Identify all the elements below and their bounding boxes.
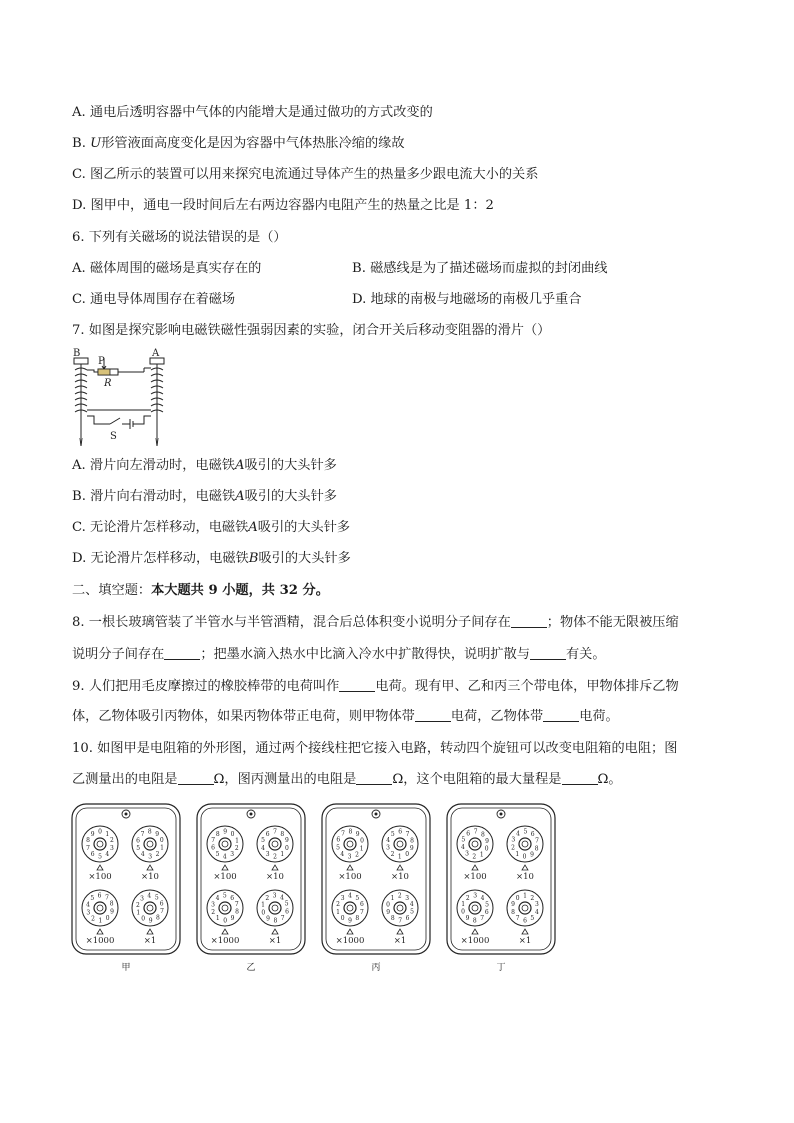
dial-digit: 3 bbox=[272, 892, 277, 900]
dial-digit: 3 bbox=[534, 901, 539, 909]
q9-line2: 体，乙物体吸引丙物体，如果丙物体带正电荷，则甲物体带 电荷，乙物体带 电荷。 bbox=[72, 709, 619, 724]
dial-digit: 3 bbox=[511, 836, 516, 844]
dial-digit: 4 bbox=[409, 900, 414, 908]
dial-digit: 5 bbox=[284, 900, 289, 908]
dial-digit: 4 bbox=[280, 894, 284, 902]
dial-digit: 0 bbox=[522, 853, 527, 861]
dial-digit: 7 bbox=[273, 828, 277, 836]
answer-blank[interactable] bbox=[543, 709, 579, 722]
dial-digit: 5 bbox=[523, 828, 528, 836]
dial-digit: 4 bbox=[140, 851, 145, 859]
dial-digit: 7 bbox=[160, 908, 165, 916]
dial-digit: 7 bbox=[535, 837, 539, 845]
dial-digit: 0 bbox=[141, 915, 146, 923]
dial-digit: 0 bbox=[284, 844, 289, 852]
dial-digit: 2 bbox=[155, 851, 160, 858]
label-a: A bbox=[152, 348, 160, 359]
dial-digit: 7 bbox=[359, 908, 364, 916]
dial-digit: 3 bbox=[211, 901, 215, 909]
dial-digit: 4 bbox=[86, 901, 90, 909]
dial-digit: 9 bbox=[284, 837, 289, 845]
dial-digit: 0 bbox=[159, 836, 164, 844]
dial-digit: 9 bbox=[348, 917, 352, 925]
dial-digit: 2 bbox=[511, 844, 515, 852]
dial-digit: 2 bbox=[336, 901, 341, 909]
dial-digit: 0 bbox=[98, 828, 102, 836]
dial-digit: 8 bbox=[155, 914, 160, 922]
dial-digit: 7 bbox=[405, 831, 410, 838]
dial-multiplier-label: ×1000 bbox=[85, 936, 115, 946]
q6-option-a: A. 磁体周围的磁场是真实存在的 bbox=[72, 261, 262, 276]
dial-multiplier-label: ×1000 bbox=[335, 936, 365, 946]
dial-digit: 1 bbox=[105, 830, 110, 838]
dial-multiplier-label: ×100 bbox=[338, 872, 362, 882]
dial-digit: 7 bbox=[480, 915, 485, 923]
dial-digit: 5 bbox=[530, 915, 535, 923]
dial-digit: 5 bbox=[154, 894, 159, 902]
answer-blank[interactable] bbox=[164, 647, 200, 660]
dial-digit: 2 bbox=[91, 915, 95, 923]
dial-digit: 3 bbox=[140, 895, 145, 903]
resistor-box-figure bbox=[70, 802, 560, 977]
dial-digit: 5 bbox=[410, 908, 414, 916]
dial-digit: 7 bbox=[105, 894, 109, 902]
dial-digit: 4 bbox=[480, 895, 485, 902]
dial-digit: 6 bbox=[466, 830, 471, 838]
dial-digit: 8 bbox=[109, 900, 114, 908]
dial-multiplier-label: ×10 bbox=[516, 872, 534, 882]
dial-digit: 5 bbox=[485, 901, 489, 909]
dial-digit: 1 bbox=[136, 909, 141, 917]
dial-digit: 1 bbox=[261, 901, 265, 909]
dial-digit: 8 bbox=[410, 837, 414, 845]
dial-digit: 1 bbox=[461, 900, 466, 908]
dial-multiplier-label: ×1000 bbox=[210, 936, 240, 946]
q7-option-b: B. 滑片向右滑动时，电磁铁A吸引的大头针多 bbox=[72, 489, 337, 504]
dial-digit: 9 bbox=[485, 837, 490, 845]
q5-option-a: A. 通电后透明容器中气体的内能增大是通过做功的方式改变的 bbox=[72, 105, 433, 120]
dial-digit: 6 bbox=[285, 908, 289, 916]
answer-blank[interactable] bbox=[562, 772, 598, 785]
dial-digit: 2 bbox=[109, 837, 114, 845]
dial-digit: 8 bbox=[215, 830, 220, 838]
dial-digit: 9 bbox=[409, 845, 414, 853]
q5-option-d: D. 图甲中，通电一段时间后左右两边容器内电阻产生的热量之比是 1：2 bbox=[72, 198, 494, 213]
label-r: R bbox=[104, 378, 112, 389]
dial-digit: 9 bbox=[230, 915, 235, 922]
dial-digit: 8 bbox=[534, 845, 539, 853]
dial-digit: 5 bbox=[136, 845, 141, 853]
q7-stem: 7. 如图是探究影响电磁铁磁性强弱因素的实验，闭合开关后移动变阻器的滑片（） bbox=[72, 323, 551, 338]
dial-digit: 2 bbox=[465, 894, 470, 902]
dial-digit: 2 bbox=[355, 851, 359, 859]
dial-digit: 9 bbox=[223, 828, 228, 836]
label-s: S bbox=[110, 431, 117, 442]
dial-digit: 8 bbox=[355, 915, 360, 923]
q7-option-d: D. 无论滑片怎样移动，电磁铁B吸引的大头针多 bbox=[72, 551, 351, 566]
dial-digit: 7 bbox=[140, 831, 145, 838]
dial-digit: 4 bbox=[348, 892, 352, 900]
dial-digit: 1 bbox=[215, 915, 220, 923]
dial-digit: 0 bbox=[386, 901, 390, 909]
answer-blank[interactable] bbox=[356, 772, 392, 785]
dial-digit: 6 bbox=[265, 830, 270, 838]
q10-line2: 乙测量出的电阻是 Ω，图丙测量出的电阻是 Ω，这个电阻箱的最大量程是 Ω。 bbox=[72, 772, 622, 787]
dial-digit: 7 bbox=[280, 914, 285, 922]
answer-blank[interactable] bbox=[339, 679, 375, 692]
dial-digit: 6 bbox=[136, 837, 140, 845]
q8-line2: 说明分子间存在 ；把墨水滴入热水中比滴入冷水中扩散得快，说明扩散与 有关。 bbox=[72, 647, 606, 662]
dial-digit: 8 bbox=[472, 917, 477, 925]
dial-digit: 0 bbox=[461, 908, 465, 916]
dial-digit: 0 bbox=[405, 851, 410, 859]
dial-digit: 8 bbox=[147, 828, 152, 836]
answer-blank[interactable] bbox=[530, 647, 566, 660]
terminal-center bbox=[250, 813, 253, 816]
dial-digit: 5 bbox=[390, 830, 395, 838]
dial-digit: 9 bbox=[110, 908, 114, 916]
box-caption: 丙 bbox=[371, 963, 381, 973]
dial-digit: 8 bbox=[235, 908, 239, 916]
dial-digit: 0 bbox=[261, 909, 266, 917]
dial-digit: 2 bbox=[390, 851, 395, 858]
box-caption: 丁 bbox=[496, 963, 506, 973]
dial-digit: 6 bbox=[211, 844, 215, 852]
dial-digit: 0 bbox=[223, 917, 228, 925]
q6-option-c: C. 通电导体周围存在着磁场 bbox=[72, 292, 236, 307]
dial-digit: 0 bbox=[515, 894, 520, 902]
label-p: P bbox=[98, 356, 105, 367]
terminal-center bbox=[125, 813, 128, 816]
dial-multiplier-label: ×100 bbox=[463, 872, 487, 882]
dial-digit: 2 bbox=[234, 845, 239, 853]
dial-digit: 4 bbox=[215, 895, 220, 902]
dial-digit: 6 bbox=[405, 915, 410, 922]
box-caption: 甲 bbox=[121, 963, 131, 973]
dial-digit: 2 bbox=[135, 901, 140, 909]
q7-option-a: A. 滑片向左滑动时，电磁铁A吸引的大头针多 bbox=[72, 458, 337, 473]
dial-digit: 5 bbox=[90, 895, 95, 903]
dial-digit: 4 bbox=[516, 830, 520, 838]
dial-digit: 7 bbox=[515, 915, 520, 923]
dial-digit: 9 bbox=[465, 915, 470, 922]
dial-digit: 3 bbox=[109, 844, 114, 852]
dial-digit: 5 bbox=[461, 836, 466, 844]
dial-digit: 3 bbox=[347, 853, 352, 861]
dial-digit: 9 bbox=[148, 917, 153, 925]
dial-digit: 4 bbox=[261, 844, 266, 852]
dial-digit: 8 bbox=[511, 908, 516, 916]
dial-digit: 3 bbox=[473, 892, 478, 900]
electromagnet-circuit-figure bbox=[66, 346, 176, 448]
dial-digit: 3 bbox=[230, 851, 235, 859]
dial-digit: 8 bbox=[390, 915, 395, 923]
dial-digit: 5 bbox=[215, 851, 220, 858]
dial-digit: 8 bbox=[273, 917, 278, 925]
label-b: B bbox=[73, 348, 81, 359]
dial-multiplier-label: ×10 bbox=[266, 872, 284, 882]
dial-digit: 0 bbox=[484, 845, 489, 853]
dial-digit: 5 bbox=[336, 844, 340, 852]
dial-digit: 1 bbox=[160, 844, 164, 852]
dial-digit: 2 bbox=[265, 895, 270, 903]
dial-digit: 6 bbox=[97, 892, 102, 900]
q5-option-c: C. 图乙所示的装置可以用来探究电流通过导体产生的热量多少跟电流大小的关系 bbox=[72, 167, 539, 182]
dial-digit: 0 bbox=[360, 837, 364, 845]
box-caption: 乙 bbox=[246, 963, 256, 973]
dial-digit: 1 bbox=[359, 845, 364, 853]
dial-digit: 6 bbox=[336, 836, 341, 844]
q8-line1: 8. 一根长玻璃管装了半管水与半管酒精，混合后总体积变小说明分子间存在 ；物体不能无限被压缩 bbox=[72, 615, 679, 630]
dial-multiplier-label: ×1 bbox=[518, 936, 532, 946]
dial-digit: 7 bbox=[211, 836, 216, 844]
dial-digit: 7 bbox=[341, 830, 345, 838]
dial-digit: 2 bbox=[211, 909, 216, 917]
dial-digit: 1 bbox=[280, 851, 285, 859]
dial-multiplier-label: ×1 bbox=[393, 936, 407, 946]
dial-multiplier-label: ×10 bbox=[391, 872, 409, 882]
q5-option-b: B. U形管液面高度变化是因为容器中气体热胀冷缩的缘故 bbox=[72, 136, 405, 151]
dial-digit: 1 bbox=[98, 917, 103, 925]
dial-digit: 4 bbox=[340, 850, 345, 858]
dial-digit: 4 bbox=[222, 853, 227, 861]
dial-digit: 6 bbox=[90, 851, 95, 859]
q10-line1: 10. 如图甲是电阻箱的外形图，通过两个接线柱把它接入电路，转动四个旋钮可以改变电阻箱的电阻；图 bbox=[72, 741, 678, 756]
dial-digit: 2 bbox=[530, 894, 535, 902]
resistor-box bbox=[445, 802, 557, 977]
dial-digit: 9 bbox=[355, 831, 360, 839]
dial-digit: 4 bbox=[460, 844, 465, 852]
dial-digit: 6 bbox=[398, 828, 403, 836]
q6-option-b: B. 磁感线是为了描述磁场而虚拟的封闭曲线 bbox=[352, 261, 608, 276]
dial-digit: 1 bbox=[515, 850, 520, 858]
dial-digit: 4 bbox=[147, 892, 152, 900]
dial-digit: 3 bbox=[148, 853, 153, 861]
answer-blank[interactable] bbox=[415, 709, 451, 722]
dial-digit: 3 bbox=[465, 850, 470, 858]
dial-digit: 4 bbox=[534, 908, 539, 916]
dial-digit: 8 bbox=[280, 830, 285, 838]
dial-multiplier-label: ×100 bbox=[88, 872, 112, 882]
answer-blank[interactable] bbox=[511, 615, 547, 628]
dial-multiplier-label: ×1 bbox=[143, 936, 157, 946]
q6-option-d: D. 地球的南极与地磁场的南极几乎重合 bbox=[352, 292, 582, 307]
dial-digit: 3 bbox=[340, 894, 345, 902]
q6-stem: 6. 下列有关磁场的说法错误的是（） bbox=[72, 230, 287, 245]
dial-digit: 0 bbox=[105, 914, 110, 922]
dial-digit: 3 bbox=[265, 851, 270, 859]
dial-digit: 9 bbox=[386, 909, 391, 917]
dial-digit: 6 bbox=[523, 917, 527, 925]
terminal-center bbox=[375, 813, 378, 816]
dial-digit: 6 bbox=[530, 831, 535, 839]
dial-digit: 2 bbox=[273, 853, 277, 861]
resistor-box bbox=[320, 802, 432, 977]
dial-digit: 0 bbox=[230, 831, 235, 838]
dial-digit: 2 bbox=[472, 853, 477, 861]
dial-multiplier-label: ×1000 bbox=[460, 936, 490, 946]
dial-digit: 6 bbox=[230, 894, 235, 902]
dial-digit: 6 bbox=[359, 901, 364, 909]
section-heading: 二、填空题：本大题共 9 小题，共 32 分。 bbox=[72, 583, 329, 598]
dial-multiplier-label: ×100 bbox=[213, 872, 237, 882]
dial-digit: 1 bbox=[336, 908, 341, 916]
dial-digit: 5 bbox=[98, 853, 102, 861]
dial-digit: 8 bbox=[348, 828, 353, 836]
dial-digit: 3 bbox=[405, 894, 410, 902]
dial-digit: 7 bbox=[473, 828, 478, 836]
dial-digit: 4 bbox=[386, 836, 391, 844]
dial-digit: 2 bbox=[397, 892, 402, 900]
terminal-center bbox=[500, 813, 503, 816]
dial-digit: 3 bbox=[386, 844, 390, 852]
dial-digit: 5 bbox=[355, 894, 360, 902]
dial-digit: 9 bbox=[511, 901, 516, 909]
answer-blank[interactable] bbox=[178, 772, 214, 785]
resistor-box bbox=[195, 802, 307, 977]
dial-digit: 4 bbox=[105, 851, 110, 859]
dial-digit: 9 bbox=[266, 915, 270, 923]
resistor-box bbox=[70, 802, 182, 977]
dial-digit: 1 bbox=[479, 851, 484, 859]
dial-multiplier-label: ×10 bbox=[141, 872, 159, 882]
dial-digit: 7 bbox=[398, 917, 403, 925]
dial-digit: 9 bbox=[90, 830, 95, 838]
dial-digit: 5 bbox=[261, 837, 266, 845]
q7-option-c: C. 无论滑片怎样移动，电磁铁A吸引的大头针多 bbox=[72, 520, 351, 535]
dial-digit: 8 bbox=[86, 837, 91, 845]
dial-multiplier-label: ×1 bbox=[268, 936, 282, 946]
dial-digit: 7 bbox=[234, 900, 239, 908]
dial-digit: 1 bbox=[390, 895, 395, 902]
dial-digit: 5 bbox=[222, 892, 227, 900]
dial-digit: 9 bbox=[155, 830, 160, 838]
dial-digit: 0 bbox=[340, 915, 345, 923]
dial-digit: 6 bbox=[484, 909, 489, 917]
dial-digit: 3 bbox=[86, 909, 91, 917]
dial-digit: 6 bbox=[159, 900, 164, 908]
dial-digit: 1 bbox=[397, 853, 402, 861]
dial-digit: 7 bbox=[86, 844, 91, 852]
dial-digit: 9 bbox=[530, 851, 534, 859]
q9-line1: 9. 人们把用毛皮摩擦过的橡胶棒带的电荷叫作 电荷。现有甲、乙和丙三个带电体，甲物体排斥乙物 bbox=[72, 679, 679, 694]
dial-digit: 8 bbox=[480, 831, 485, 839]
dial-digit: 1 bbox=[235, 837, 239, 845]
dial-digit: 1 bbox=[523, 892, 527, 900]
